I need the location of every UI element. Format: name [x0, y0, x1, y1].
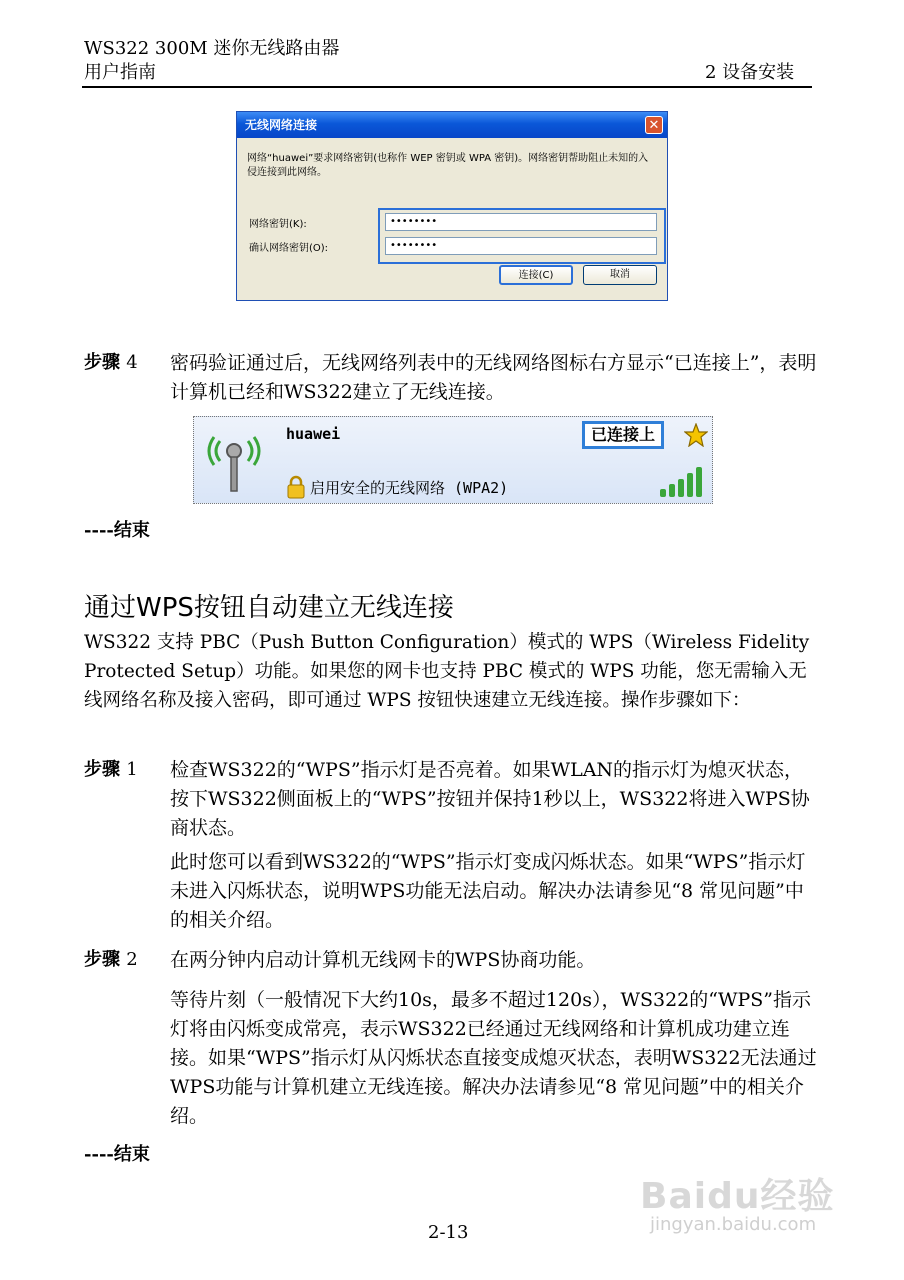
step4-label	[84, 349, 138, 377]
step1-note-paragraph: 此时您可以看到WS322的“WPS”指示灯变成闪烁状态。如果“WPS”指示灯未进入闪烁状态，说明WPS功能无法启动。解决办法请参见“8 常见问题”中的相关介绍。	[170, 851, 806, 931]
connect-button[interactable]: 连接(C)	[499, 265, 573, 285]
wireless-antenna-icon	[206, 431, 262, 493]
step4-num: 4	[126, 352, 138, 373]
header-chapter: 2 设备安装	[705, 62, 795, 83]
header-rule	[82, 86, 812, 88]
step1-label	[84, 756, 138, 784]
intro-text	[84, 628, 822, 715]
watermark-url: jingyan.baidu.com	[650, 1214, 817, 1235]
network-list-item[interactable]	[193, 416, 713, 504]
step2-note-paragraph: 等待片刻（一般情况下大约10s，最多不超过120s），WS322的“WPS”指示灯将由闪烁变成常亮，表示WS322已经通过无线网络和计算机成功建立连接。如果“WPS”指示灯从闪烁状态直接变成熄灭状态，表明WS322无法通过WPS功能与计算机建立无线连接。解决办法请参见“8 常见问题”中的相关介绍。	[170, 989, 817, 1127]
end-marker-1: ----结束	[84, 520, 150, 541]
step2-num: 2	[126, 949, 138, 970]
cancel-button[interactable]: 取消	[583, 265, 657, 285]
watermark-logo: Baidu经验	[640, 1176, 835, 1217]
step1-word: 步骤	[84, 759, 120, 780]
confirm-key-label: 确认网络密钥(O):	[249, 243, 329, 254]
intro-paragraph: WS322 支持 PBC（Push Button Configuration）模式的 WPS（Wireless Fidelity Protected Setup）功能。如果您的网卡也支持 PBC 模式的 WPS 功能，您无需输入无线网络名称及接入密码，即可通过 WPS 按钮快速建立无线连接。操作步骤如下：	[84, 632, 810, 711]
network-security: 启用安全的无线网络 (WPA2)	[310, 479, 509, 497]
dialog-message: 网络“huawei”要求网络密钥(也称作 WEP 密钥或 WPA 密钥)。网络密钥帮助阻止未知的入侵连接到此网络。	[247, 153, 649, 178]
step2-note	[170, 986, 822, 1131]
network-name: huawei	[286, 425, 341, 443]
key-label: 网络密钥(K):	[249, 219, 307, 230]
page-number: 2-13	[428, 1222, 469, 1243]
star-icon	[684, 423, 708, 447]
network-key-input[interactable]: ••••••••	[385, 213, 657, 231]
step1-paragraph: 检查WS322的“WPS”指示灯是否亮着。如果WLAN的指示灯为熄灭状态，按下WS322侧面板上的“WPS”按钮并保持1秒以上，WS322将进入WPS协商状态。	[170, 759, 810, 839]
header-doc: 用户指南	[84, 62, 156, 83]
step2-label	[84, 946, 138, 974]
step4-word: 步骤	[84, 352, 120, 373]
connected-status-badge: 已连接上	[582, 421, 664, 449]
signal-strength-icon	[658, 465, 706, 497]
wireless-key-dialog	[236, 111, 668, 301]
step1-note	[170, 848, 822, 935]
step1-text	[170, 756, 822, 843]
end-marker-2: ----结束	[84, 1144, 150, 1165]
step4-text	[170, 349, 822, 407]
close-icon[interactable]: ✕	[645, 116, 663, 134]
section-title: 通过WPS按钮自动建立无线连接	[84, 593, 454, 623]
step2-word: 步骤	[84, 949, 120, 970]
step2-text	[170, 946, 822, 975]
step1-num: 1	[126, 759, 138, 780]
step2-paragraph: 在两分钟内启动计算机无线网卡的WPS协商功能。	[170, 949, 596, 971]
dialog-title: 无线网络连接	[237, 112, 667, 138]
step4-paragraph: 密码验证通过后，无线网络列表中的无线网络图标右方显示“已连接上”，表明计算机已经和WS322建立了无线连接。	[170, 352, 817, 403]
header-product: WS322 300M 迷你无线路由器	[84, 38, 340, 59]
lock-icon	[286, 475, 306, 499]
confirm-key-input[interactable]: ••••••••	[385, 237, 657, 255]
